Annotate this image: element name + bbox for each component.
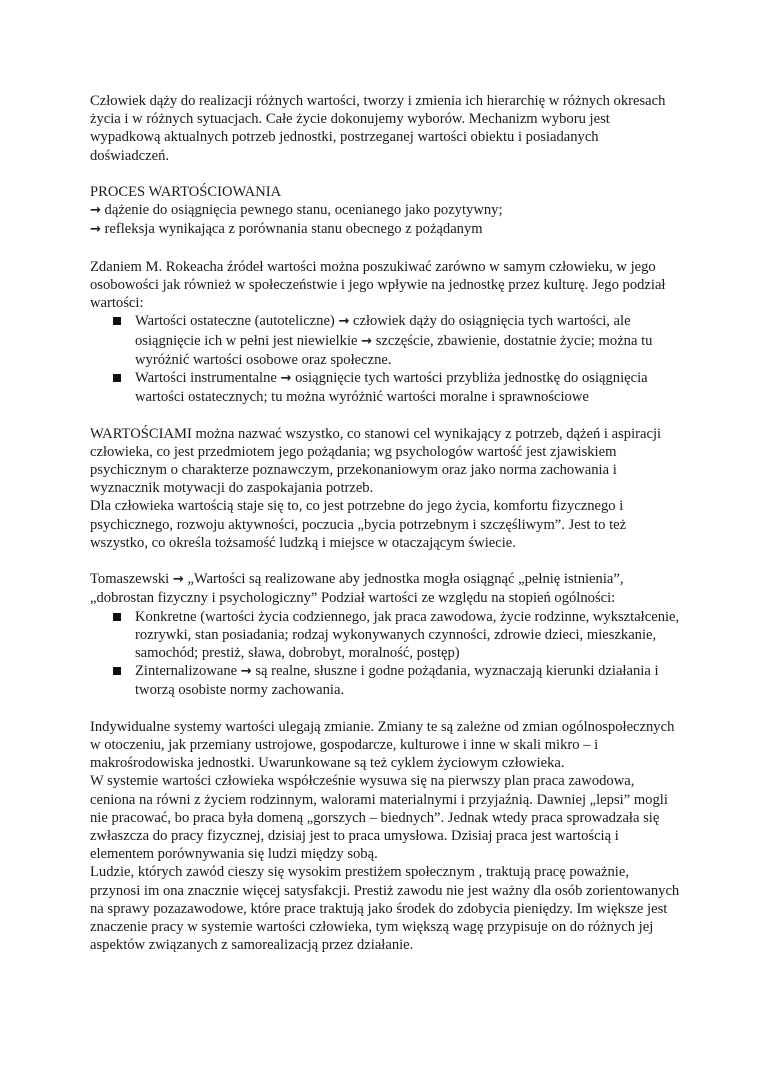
process-item-text: refleksja wynikająca z porównania stanu obecnego z pożądanym	[100, 221, 483, 238]
list-item-text: szczęście, zbawienie, dostatnie życie; można tu wyróżnić wartości osobowe oraz społeczne.	[135, 332, 653, 368]
bullet-square-icon	[113, 374, 121, 382]
process-item-text: dążenie do osiągnięcia pewnego stanu, ocenianego jako pozytywny;	[100, 202, 503, 219]
tomaszewski-paragraph	[90, 570, 680, 607]
list-item	[90, 369, 680, 406]
list-item-text: Wartości instrumentalne	[135, 370, 281, 387]
arrow-right-icon: →	[338, 314, 350, 330]
arrow-right-icon: →	[280, 371, 292, 387]
list-item-text: osiągnięcie tych wartości przybliża jednostkę do osiągnięcia wartości ostatecznych; tu można wyróżnić wartości moralne i sprawnościowe	[135, 370, 648, 406]
arrow-right-icon: →	[90, 203, 101, 219]
list-item-text: Zinternalizowane	[135, 663, 241, 680]
spacer	[90, 700, 680, 718]
bullet-square-icon	[113, 317, 121, 325]
process-item	[90, 220, 680, 239]
list-item-text: Wartości ostateczne (autoteliczne)	[135, 313, 339, 330]
spacer	[90, 165, 680, 183]
values-definition-paragraph: Dla człowieka wartością staje się to, co jest potrzebne do jego życia, komfortu fizycznego i psychicznego, rozwoju aktywności, poczucia „bycia potrzebnym i szczęśliwym”. Jest to też wszystko, co określa tożsamość ludzką i miejsce w otaczającym świecie.	[90, 498, 627, 551]
individual-paragraph: Ludzie, których zawód cieszy się wysokim prestiżem społecznym , traktują pracę poważnie, przynosi im ona znacznie więcej satysfakcji. Prestiż zawodu nie jest ważny dla osób zorientowanych na sprawy pozazawodowe, które prace traktują jako środek do zdobycia pieniędzy. Im większe jest znaczenie pracy w systemie wartości człowieka, tym większą wagę przypisuje on do różnych jej aspektów związanych z samorealizacją przez działanie.	[90, 864, 680, 954]
rokeach-paragraph: Zdaniem M. Rokeacha źródeł wartości można poszukiwać zarówno w samym człowieku, w jego osobowości jak również w społeczeństwie i jego wpływie na jednostkę przez kulturę. Jego podział wartości:	[90, 258, 666, 312]
list-item	[90, 662, 680, 699]
arrow-right-icon: →	[240, 664, 252, 680]
list-item-text: są realne, słuszne i godne pożądania, wyznaczają kierunki działania i tworzą osobiste normy zachowania.	[135, 663, 659, 699]
intro-paragraph: Człowiek dąży do realizacji różnych wartości, tworzy i zmienia ich hierarchię w różnych okresach życia i w różnych sytuacjach. Całe życie dokonujemy wyborów. Mechanizm wyboru jest wypadkową aktualnych potrzeb jednostki, postrzeganej wartości obiektu i posiadanych doświadczeń.	[90, 93, 666, 164]
bullet-square-icon	[113, 613, 121, 621]
paragraph-text: Tomaszewski	[90, 571, 173, 588]
spacer	[90, 240, 680, 258]
list-item	[90, 312, 680, 369]
rokeach-list	[90, 312, 680, 406]
spacer	[90, 406, 680, 424]
document-page	[90, 92, 680, 954]
paragraph-text: „Wartości są realizowane aby jednostka mogła osiągnąć „pełnię istnienia”, „dobrostan fizyczny i psychologiczny” Podział wartości ze względu na stopień ogólności:	[90, 571, 624, 607]
process-item	[90, 201, 680, 220]
arrow-right-icon: →	[172, 572, 184, 588]
list-item-text: człowiek dąży do osiągnięcia tych wartości, ale osiągnięcie ich w pełni jest niewielkie	[135, 313, 631, 349]
arrow-right-icon: →	[361, 333, 373, 349]
values-definition-paragraph: WARTOŚCIAMI można nazwać wszystko, co stanowi cel wynikający z potrzeb, dążeń i aspiracji człowieka, co jest przedmiotem jego pożądania; wg psychologów wartość jest zjawiskiem psychicznym o charakterze poznawczym, przekonaniowym oraz jako norma zachowania i wyznacznik motywacji do zaspokajania potrzeb.	[90, 425, 662, 497]
list-item	[90, 608, 680, 663]
individual-paragraph: W systemie wartości człowieka współcześnie wysuwa się na pierwszy plan praca zawodowa, ceniona na równi z życiem rodzinnym, walorami materialnymi i przyjaźnią. Dawniej „lepsi” mogli nie pracować, bo praca była domeną „gorszych – biednych”. Jednak wtedy praca sprowadzała się zwłaszcza do pracy fizycznej, dzisiaj jest to praca umysłowa. Dzisiaj praca jest wartością i elementem porównywania się ludzi między sobą.	[90, 773, 668, 863]
spacer	[90, 552, 680, 570]
bullet-square-icon	[113, 667, 121, 675]
process-heading: PROCES WARTOŚCIOWANIA	[90, 184, 282, 200]
arrow-right-icon: →	[90, 222, 101, 238]
individual-paragraph: Indywidualne systemy wartości ulegają zmianie. Zmiany te są zależne od zmian ogólnospołecznych w otoczeniu, jak przemiany ustrojowe, gospodarcze, kulturowe i inne w skali mikro – i makrośrodowiska jednostki. Uwarunkowane są też cyklem życiowym człowieka.	[90, 718, 675, 772]
tomaszewski-list	[90, 608, 680, 700]
list-item-text: Konkretne (wartości życia codziennego, jak praca zawodowa, życie rodzinne, wykształcenie, rozrywki, stan posiadania; rodzaj wykonywanych czynności, zdrowie dzieci, mieszkanie, samochód; prestiż, sława, dobrobyt, moralność, postęp)	[135, 608, 680, 662]
